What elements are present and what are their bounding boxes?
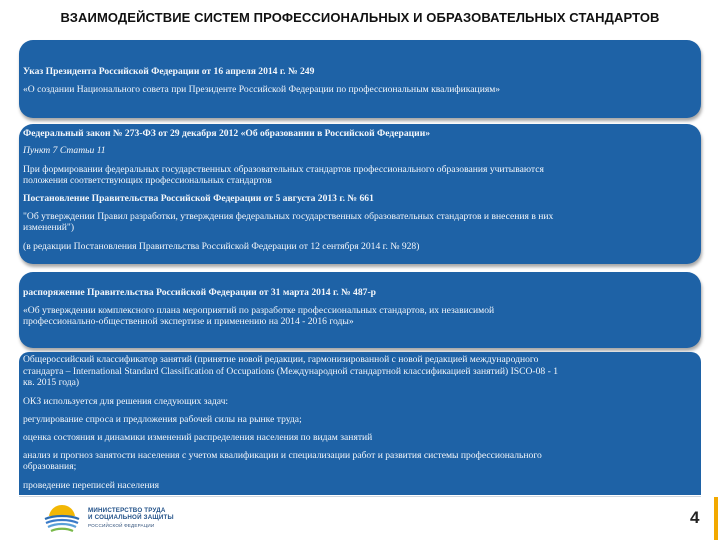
card-federal-law [19,124,701,264]
ministry-name-line-1: МИНИСТЕРСТВО ТРУДА [88,507,166,514]
card-presidential-decree [19,40,701,118]
order-text-line-2: профессионально-общественной экспертизе и применению на 2014 - 2016 годы» [23,316,354,327]
okz-line-2: стандарта – International Standard Classification of Occupations (Международной стандартной классификацией занятий) ISCO-08 - 1 [23,366,559,377]
government-decree-heading: Постановление Правительства Российской Федерации от 5 августа 2013 г. № 661 [23,193,374,204]
law-text-line-1: При формировании федеральных государственных образовательных стандартов профессионального образования учитываются [23,164,544,175]
order-heading: распоряжение Правительства Российской Федерации от 31 марта 2014 г. № 487-р [23,287,376,298]
government-decree-line-1: "Об утверждении Правил разработки, утверждения федеральных государственных образовательных стандартов и внесения в них [23,211,554,222]
okz-task-3-line-2: образования; [23,461,77,472]
page-number: 4 [690,508,700,527]
decree-text: «О создании Национального совета при Президенте Российской Федерации по профессиональным квалификациям» [23,84,501,95]
okz-task-3-line-1: анализ и прогноз занятости населения с учетом квалификации и специализации работ и развития системы профессионального [23,450,542,461]
okz-tasks-heading: ОКЗ используется для решения следующих задач: [23,396,229,407]
ministry-name [88,507,174,529]
ministry-name-line-2: И СОЦИАЛЬНОЙ ЗАЩИТЫ [88,514,174,522]
card-government-order [19,272,701,348]
law-text-line-2: положения соответствующих профессиональных стандартов [23,175,272,186]
decree-heading: Указ Президента Российской Федерации от 16 апреля 2014 г. № 249 [23,66,315,77]
ministry-name-line-3: РОССИЙСКОЙ ФЕДЕРАЦИИ [88,522,155,528]
card-occupation-classifier [19,352,701,495]
okz-task-4: проведение переписей населения [23,480,160,491]
law-heading: Федеральный закон № 273-ФЗ от 29 декабря 2012 «Об образовании в Российской Федерации» [23,128,431,139]
okz-line-1: Общероссийский классификатор занятий (принятие новой редакции, гармонизированной с новой редакцией международного [23,354,539,365]
government-decree-line-2: изменений") [23,222,75,233]
okz-task-1: регулирование спроса и предложения рабочей силы на рынке труда; [23,414,302,425]
order-text-line-1: «Об утверждении комплексного плана мероприятий по разработке профессиональных стандартов, их независимой [23,305,495,316]
slide-title: ВЗАИМОДЕЙСТВИЕ СИСТЕМ ПРОФЕССИОНАЛЬНЫХ И ОБРАЗОВАТЕЛЬНЫХ СТАНДАРТОВ [60,10,660,25]
okz-task-2: оценка состояния и динамики изменений распределения населения по видам занятий [23,432,373,443]
footer-divider [19,496,701,497]
ministry-logo-icon [42,502,82,536]
government-decree-edition: (в редакции Постановления Правительства Российской Федерации от 12 сентября 2014 г. № 928) [23,241,420,252]
okz-line-3: кв. 2015 года) [23,377,80,388]
law-article: Пункт 7 Статьи 11 [23,145,106,156]
page-accent-bar [714,497,718,540]
